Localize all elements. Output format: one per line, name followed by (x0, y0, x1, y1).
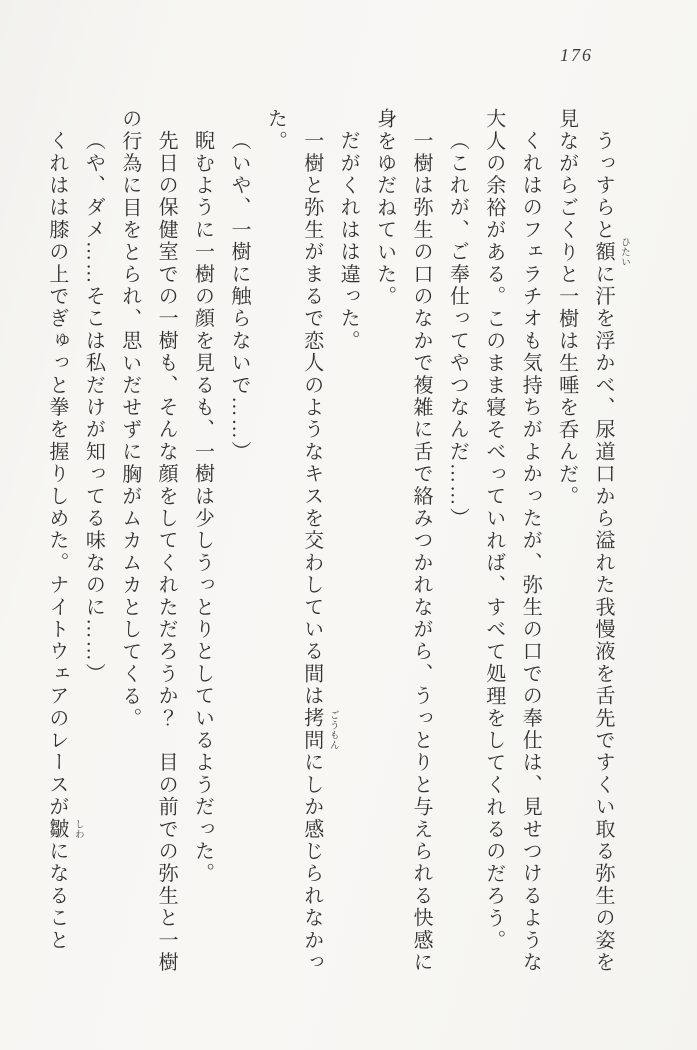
ruby-furigana: しわ (72, 819, 83, 840)
paragraph: （これが、ご奉仕ってやつなんだ……） (446, 130, 469, 530)
ruby-base: 拷問 ごうもん (300, 707, 338, 752)
page-number: 176 (560, 45, 593, 65)
ruby-base: 皺 しわ (45, 818, 83, 841)
page-text (39, 108, 629, 980)
paragraph: 睨むように一樹の顔を見るも、一樹は少しうっとりとしているようだった。 (191, 130, 214, 885)
ruby-furigana: ごうもん (327, 709, 338, 750)
paragraph: くれはは膝の上でぎゅっと拳を握りしめた。ナイトウェアのレースが皺 しわ になること (45, 130, 83, 952)
ruby-furigana: ひたい (619, 237, 629, 268)
paragraph: くれはのフェラチオも気持ちがよかったが、弥生の口での奉仕は、見せつけるような大人の余裕がある。このまま寝そべっていれば、すべて処理をしてくれるのだろう。 (482, 108, 542, 974)
paragraph: 先日の保健室での一樹も、そんな顔をしてくれただろうか？ 目の前での弥生と一樹の行為に目をとられ、思いだせずに胸がムカムカとしてくる。 (118, 108, 178, 974)
paragraph: 一樹は弥生の口のなかで複雑に舌で絡みつかれながら、うっとりと与えられる快感に身をゆだねていた。 (373, 108, 432, 974)
paragraph: （いや、一樹に触らないで……） (227, 130, 250, 464)
paragraph: だがくれはは違った。 (337, 130, 360, 353)
paragraph: うっすらと額 ひたい に汗を浮かべ、尿道口から溢れた我慢液を舌先ですくい取る弥生の姿を見ながらごくりと一樹は生唾を呑んだ。 (555, 108, 629, 974)
paragraph: 一樹と弥生がまるで恋人のようなキスを交わしている間は拷問 ごうもん にしか感じられなかった。 (264, 108, 338, 974)
ruby-base: 額 ひたい (592, 237, 629, 268)
paragraph: （や、ダメ……そこは私だけが知ってる味なのに……） (82, 130, 105, 686)
